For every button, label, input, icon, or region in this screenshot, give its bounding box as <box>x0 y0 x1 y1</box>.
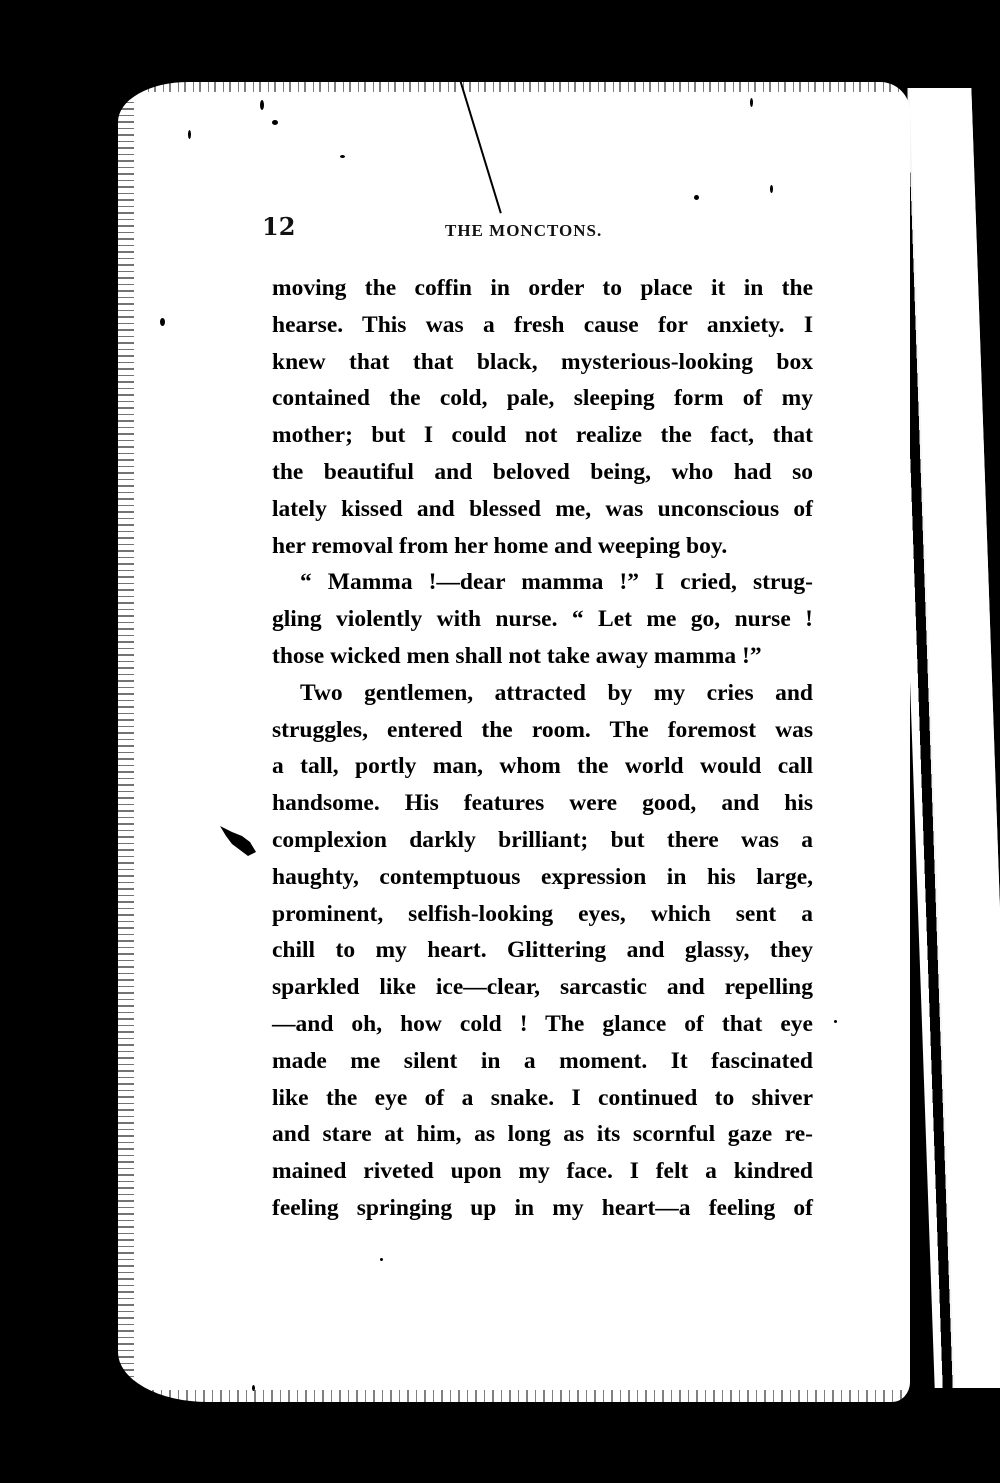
scan-speck <box>340 155 345 158</box>
text-line: contained the cold, pale, sleeping form of my <box>272 385 813 412</box>
scan-speck <box>694 195 699 200</box>
text-line: gling violently with nurse. “ Let me go, nurse ! <box>272 606 813 633</box>
text-line: made me silent in a moment. It fascinated <box>272 1047 813 1074</box>
scan-speck <box>188 130 191 139</box>
page-number: 12 <box>262 212 296 241</box>
text-line: mained riveted upon my face. I felt a kindred <box>272 1158 813 1185</box>
scan-speck <box>252 1385 255 1391</box>
text-line: knew that that black, mysterious-looking box <box>272 348 813 375</box>
scan-speck <box>160 318 165 326</box>
text-line: complexion darkly brilliant; but there was a <box>272 826 813 853</box>
text-line: haughty, contemptuous expression in his large, <box>272 863 813 890</box>
scan-speck <box>272 120 278 125</box>
text-line: “ Mamma !—dear mamma !” I cried, strug- <box>300 569 813 596</box>
scan-speck <box>380 1258 383 1261</box>
scan-speck <box>260 100 264 110</box>
text-line: and stare at him, as long as its scornful gaze re- <box>272 1121 813 1148</box>
text-line: prominent, selfish-looking eyes, which sent a <box>272 900 813 927</box>
scan-speck <box>770 185 773 193</box>
text-line: moving the coffin in order to place it in the <box>272 275 813 301</box>
body-text <box>272 270 813 1227</box>
page-top-edge <box>118 78 910 92</box>
ink-blot <box>218 822 258 858</box>
text-line: —and oh, how cold ! The glance of that eye <box>272 1010 813 1037</box>
text-line: like the eye of a snake. I continued to shiver <box>272 1084 813 1111</box>
text-line: a tall, portly man, whom the world would call <box>272 753 813 780</box>
text-line: chill to my heart. Glittering and glassy, they <box>272 937 813 964</box>
text-line: hearse. This was a fresh cause for anxiety. I <box>272 311 813 338</box>
text-line: those wicked men shall not take away mamma !” <box>272 642 762 669</box>
scan-speck <box>750 98 753 107</box>
text-line: Two gentlemen, attracted by my cries and <box>300 679 813 706</box>
text-line: handsome. His features were good, and his <box>272 790 813 817</box>
text-line: struggles, entered the room. The foremost was <box>272 716 813 743</box>
running-title: THE MONCTONS. <box>445 221 603 240</box>
scan-speck <box>834 1020 837 1023</box>
text-line: her removal from her home and weeping boy. <box>272 532 728 559</box>
text-line: sparkled like ice—clear, sarcastic and repelling <box>272 974 813 1001</box>
text-line: feeling springing up in my heart—a feeling of <box>272 1194 813 1221</box>
text-line: the beautiful and beloved being, who had so <box>272 458 813 485</box>
text-line: lately kissed and blessed me, was unconscious of <box>272 495 813 522</box>
text-line: mother; but I could not realize the fact, that <box>272 422 813 449</box>
